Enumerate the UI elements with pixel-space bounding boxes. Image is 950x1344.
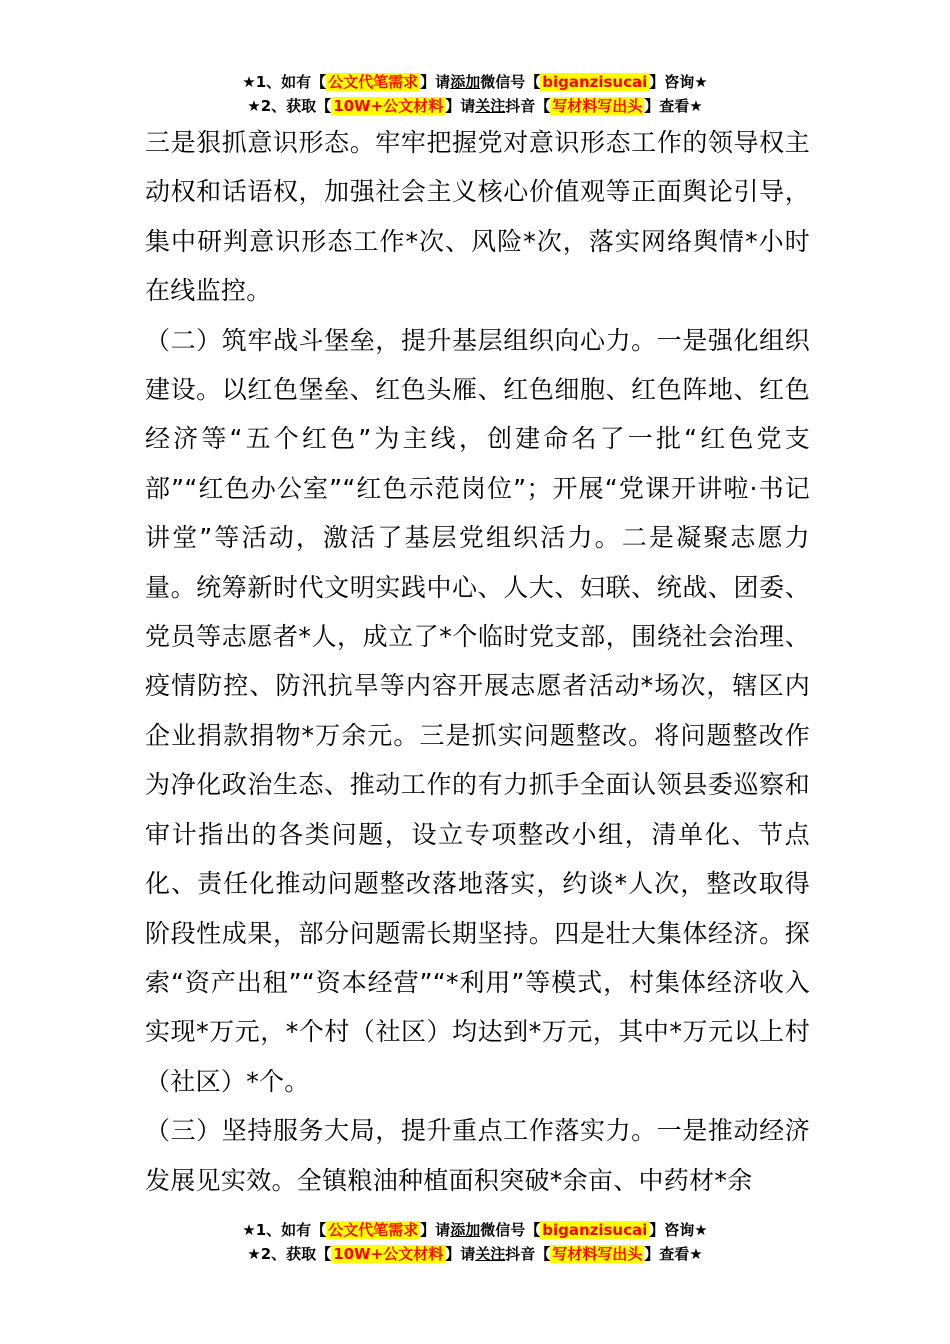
highlight-wechat-id: biganzisucai [542,1221,648,1239]
paragraph: （三）坚持服务大局，提升重点工作落实力。一是推动经济发展见实效。全镇粮油种植面积突破*余亩、中药材*余 [145,1116,810,1195]
banner-line-2: ★2、获取【 10W+公文材料 】请关注抖音【 写材料写出头 】查看★ [247,1245,703,1263]
highlight-materials: 10W+公文材料 [333,1245,444,1263]
highlight-service: 公文代笔需求 [328,1221,419,1239]
header-banner [0,70,950,118]
footer-banner [0,1218,950,1266]
paragraph: 三是狠抓意识形态。牢牢把握党对意识形态工作的领导权主动权和话语权，加强社会主义核心价值观等正面舆论引导，集中研判意识形态工作*次、风险*次，落实网络舆情*小时在线监控。 [145,128,810,306]
highlight-douyin-account: 写材料写出头 [552,1245,643,1263]
document-body [145,118,810,1205]
highlight-service: 公文代笔需求 [328,73,419,91]
highlight-wechat-id: biganzisucai [542,73,648,91]
banner-line-1: ★1、如有【 公文代笔需求 】请添加微信号【 biganzisucai 】咨询★ [242,73,708,91]
banner-line-2: ★2、获取【 10W+公文材料 】请关注抖音【 写材料写出头 】查看★ [247,97,703,115]
highlight-materials: 10W+公文材料 [333,97,444,115]
banner-line-1: ★1、如有【 公文代笔需求 】请添加微信号【 biganzisucai 】咨询★ [242,1221,708,1239]
highlight-douyin-account: 写材料写出头 [552,97,643,115]
paragraph: （二）筑牢战斗堡垒，提升基层组织向心力。一是强化组织建设。以红色堡垒、红色头雁、红色细胞、红色阵地、红色经济等“五个红色”为主线，创建命名了一批“红色党支部”“红色办公室”“红色示范岗位”；开展“党课开讲啦·书记讲堂”等活动，激活了基层党组织活力。二是凝聚志愿力量。统筹新时代文明实践中心、人大、妇联、统战、团委、党员等志愿者*人，成立了*个临时党支部，围绕社会治理、疫情防控、防汛抗旱等内容开展志愿者活动*场次，辖区内企业捐款捐物*万余元。三是抓实问题整改。将问题整改作为净化政治生态、推动工作的有力抓手全面认领县委巡察和审计指出的各类问题，设立专项整改小组，清单化、节点化、责任化推动问题整改落地落实，约谈*人次，整改取得阶段性成果，部分问题需长期坚持。四是壮大集体经济。探索“资产出租”“资本经营”“*利用”等模式，村集体经济收入实现*万元，*个村（社区）均达到*万元，其中*万元以上村（社区）*个。 [145,325,810,1096]
